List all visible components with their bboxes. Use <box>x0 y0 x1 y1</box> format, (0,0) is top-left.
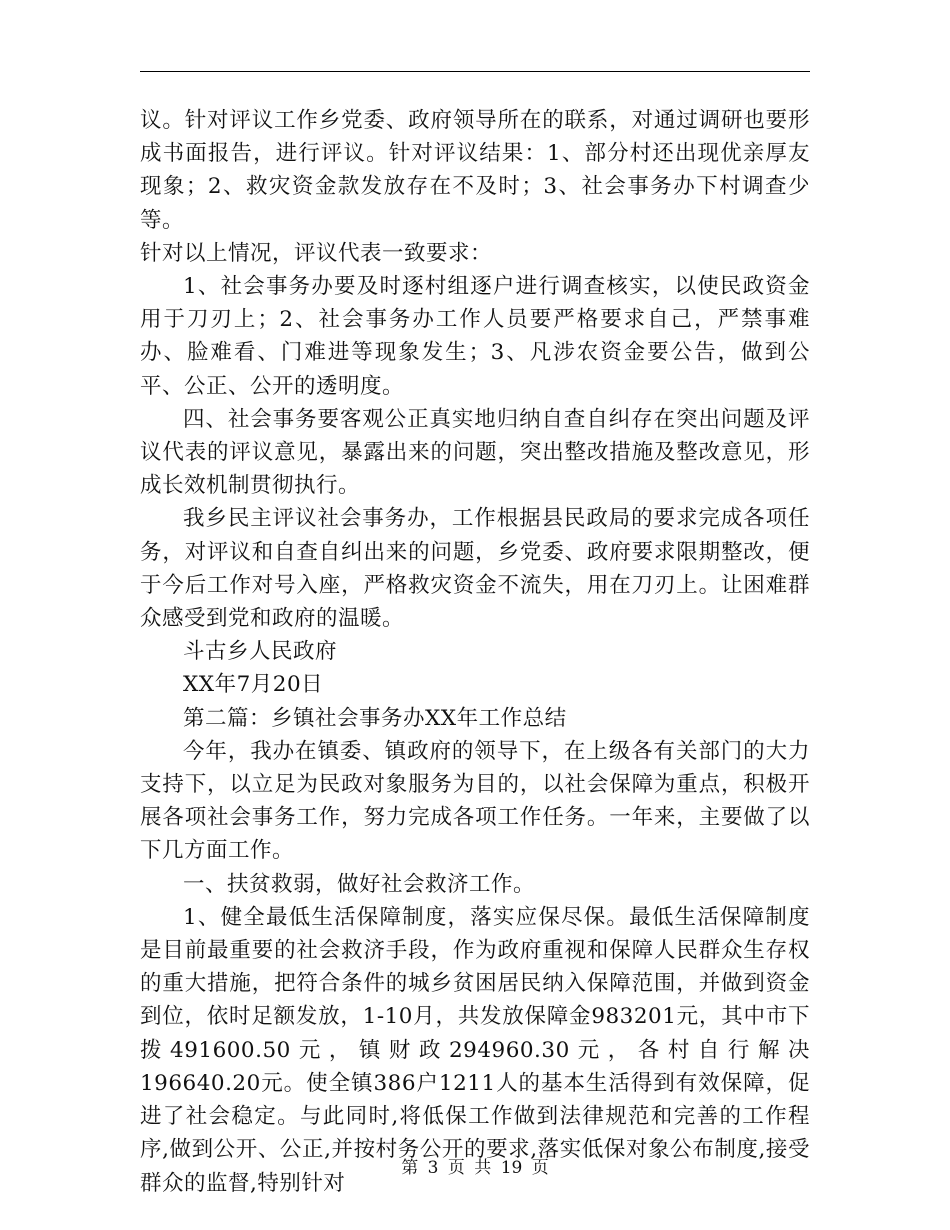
header-rule <box>140 71 810 72</box>
section-heading: 第二篇：乡镇社会事务办XX年工作总结 <box>183 705 567 731</box>
paragraph: 今年，我办在镇委、镇政府的领导下，在上级各有关部门的大力支持下，以立足为民政对象服务为目的，以社会保障为重点，积极开展各项社会事务工作，努力完成各项工作任务。一年来，主要做了以下几方面工作。 <box>140 738 810 864</box>
paragraph: 我乡民主评议社会事务办，工作根据县民政局的要求完成各项任务，对评议和自查自纠出来的问题，乡党委、政府要求限期整改，便于今后工作对号入座，严格救灾资金不流失，用在刀刃上。让困难群众感受到党和政府的温暖。 <box>140 506 810 632</box>
paragraph: 针对以上情况，评议代表一致要求： <box>140 240 493 266</box>
document-body <box>140 104 810 1200</box>
paragraph: 议。针对评议工作乡党委、政府领导所在的联系，对通过调研也要形成书面报告，进行评议。针对评议结果：1、部分村还出现优亲厚友现象；2、救灾资金款发放存在不及时；3、社会事务办下村调查少等。 <box>140 108 810 233</box>
page-number-footer: 第 3 页 共 19 页 <box>401 1158 549 1178</box>
subsection-heading: 一、扶贫救弱，做好社会救济工作。 <box>183 871 536 897</box>
paragraph: 1、社会事务办要及时逐村组逐户进行调查核实，以使民政资金用于刀刃上；2、社会事务办工作人员要严格要求自己，严禁事难办、脸难看、门难进等现象发生；3、凡涉农资金要公告，做到公平、公正、公开的透明度。 <box>140 274 810 399</box>
signature-organization: 斗古乡人民政府 <box>183 639 338 665</box>
paragraph: 1、健全最低生活保障制度，落实应保尽保。最低生活保障制度是目前最重要的社会救济手段，作为政府重视和保障人民群众生存权的重大措施，把符合条件的城乡贫困居民纳入保障范围，并做到资金到位，依时足额发放，1-10月，共发放保障金983201元，其中市下拨491600.50元，镇财政294960.30元，各村自行解决196640.20元。使全镇386户1211人的基本生活得到有效保障，促进了社会稳定。与此同时,将低保工作做到法律规范和完善的工作程序,做到公开、公正,并按村务公开的要求,落实低保对象公布制度,接受群众的监督,特别针对 <box>140 904 810 1196</box>
paragraph: 四、社会事务要客观公正真实地归纳自查自纠存在突出问题及评议代表的评议意见，暴露出来的问题，突出整改措施及整改意见，形成长效机制贯彻执行。 <box>140 406 810 499</box>
signature-date: XX年7月20日 <box>183 672 324 698</box>
